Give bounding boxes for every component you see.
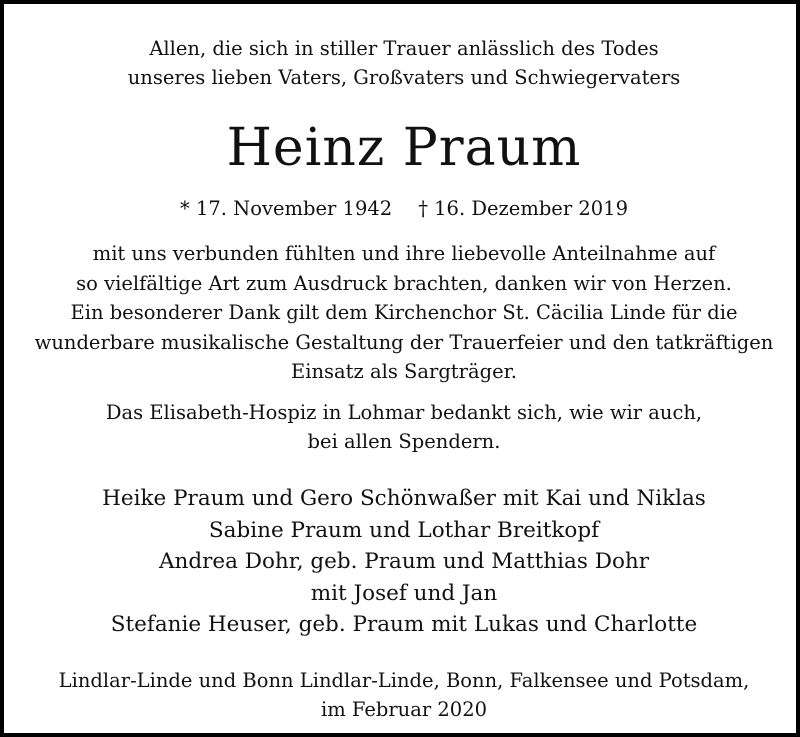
family-line: Heike Praum und Gero Schönwaßer mit Kai und Niklas — [102, 486, 706, 511]
family-line: Andrea Dohr, geb. Praum und Matthias Dohr — [158, 549, 650, 574]
thanks-line: Einsatz als Sargträger. — [290, 360, 517, 383]
intro-line: Allen, die sich in stiller Trauer anlässlich des Todes — [149, 37, 659, 60]
family-line: mit Josef und Jan — [310, 580, 498, 606]
place-and-date — [8, 666, 800, 724]
birth-date: * 17. November 1942 — [180, 197, 393, 220]
family-line: Stefanie Heuser, geb. Praum mit Lukas und Charlotte — [110, 612, 698, 637]
hospiz-line: bei allen Spendern. — [307, 430, 501, 453]
thanks-line: so vielfältige Art zum Ausdruck brachten, danken wir von Herzen. — [76, 271, 732, 295]
deceased-name: Heinz Praum — [226, 118, 582, 178]
death-date: † 16. Dezember 2019 — [418, 197, 628, 220]
family-line: Sabine Praum und Lothar Breitkopf — [208, 517, 600, 543]
life-dates — [8, 194, 800, 223]
thanks-line: Ein besonderer Dank gilt dem Kirchenchor St. Cäcilia Linde für die — [70, 301, 738, 324]
hospiz-line: Das Elisabeth-Hospiz in Lohmar bedankt sich, wie wir auch, — [105, 401, 703, 424]
intro-line: unseres lieben Vaters, Großvaters und Schwiegervaters — [127, 66, 681, 89]
intro-text — [8, 34, 800, 92]
date-line: im Februar 2020 — [320, 698, 488, 721]
thanks-text — [8, 239, 800, 387]
thanks-line: wunderbare musikalische Gestaltung der Trauerfeier und den tatkräftigen — [34, 330, 774, 354]
family-signatures — [8, 483, 800, 641]
place-line: Lindlar-Linde und Bonn Lindlar-Linde, Bonn, Falkensee und Potsdam, — [58, 669, 750, 692]
hospiz-text — [8, 398, 800, 456]
thanks-line: mit uns verbunden fühlten und ihre liebevolle Anteilnahme auf — [92, 242, 716, 265]
